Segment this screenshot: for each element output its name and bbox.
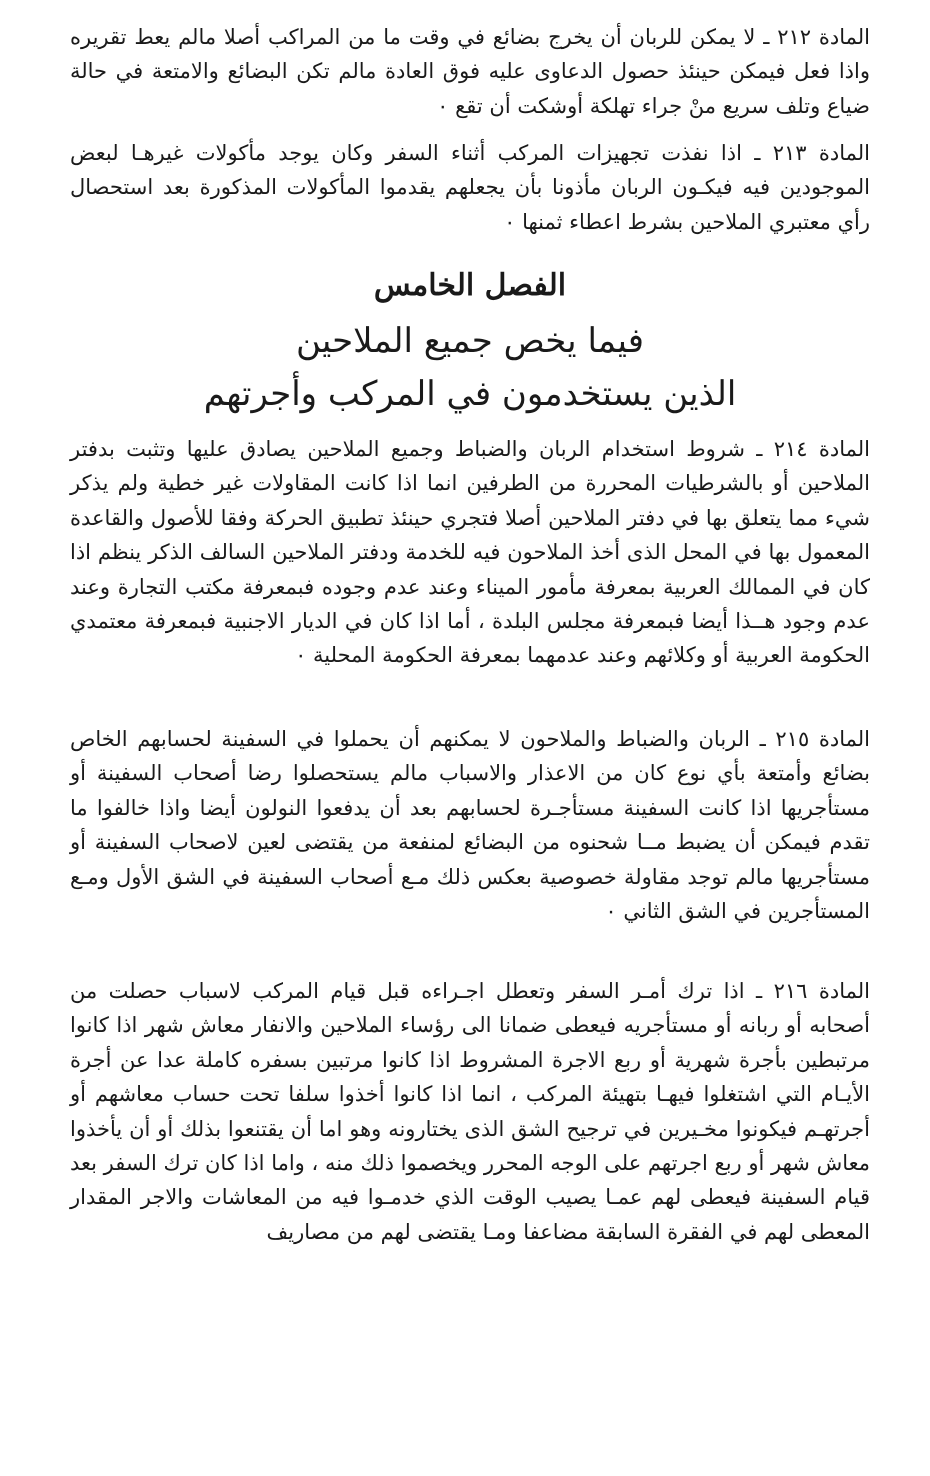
article-213-paragraph: المادة ٢١٣ ـ اذا نفذت تجهيزات المركب أثناء السفر وكان يوجد مأكولات غيرهـا لبعض الموجودين فيه فيكـون الربان مأذونا بأن يجعلهم يقدموا المأكولات المذكورة بعد استحصال رأي معتبري الملاحين بشرط اعطاء ثمنها ٠ [70, 141, 870, 234]
article-212-paragraph: المادة ٢١٢ ـ لا يمكن للربان أن يخرج بضائع في وقت ما من المراكب أصلا مالم يعط تقريره واذا فعل فيمكن حينئذ حصول الدعاوى عليه فوق العادة مالم تكن البضائع والامتعة في حالة ضياع وتلف سريع منْ جراء تهلكة أوشكت أن تقع ٠ [70, 25, 870, 118]
chapter-subtitle-line-1: فيما يخص جميع الملاحين [296, 321, 644, 361]
article-215-paragraph: المادة ٢١٥ ـ الربان والضباط والملاحون لا يمكنهم أن يحملوا في السفينة لحسابهم الخاص بضائع وأمتعة بأي نوع كان من الاعذار والاسباب مالم يستحصلوا رضا أصحاب السفينة أو مستأجريها اذا كانت السفينة مستأجـرة لحسابهم بعد أن يدفعوا النولون أيضا واذا خالفوا ما تقدم فيمكن أن يضبط مــا شحنوه من البضائع لمنفعة من يقتضى لعين لاصحاب السفينة أو مستأجريها مالم توجد مقاولة خصوصية بعكس ذلك مـع أصحاب السفينة في الشق الأول ومـع المستأجرين في الشق الثاني ٠ [70, 727, 870, 924]
article-216-paragraph: المادة ٢١٦ ـ اذا ترك أمـر السفر وتعطل اجـراءه قبل قيام المركب لاسباب حصلت من أصحابه أو ربانه أو مستأجريه فيعطى ضمانا الى رؤساء الملاحين والانفار معاش شهر اذا كانوا مرتبطين بأجرة شهرية أو ربع الاجرة المشروط اذا كانوا مرتبين بسفره كاملة عدا عن أجرة الأيـام التي اشتغلوا فيهـا بتهيئة المركب ، انما اذا كانوا أخذوا سلفا تحت حساب معاشهم أو أجرتهـم فيكونوا مخـيرين في ترجيح الشق الذى يختارونه وهو اما أن يقتنعوا بذلك أو أن يأخذوا معاش شهر أو ربع اجرتهم على الوجه المحرر ويخصموا ذلك منه ، واما اذا كان ترك السفر بعد قيام السفينة فيعطى لهم عمـا يصيب الوقت الذي خدمـوا فيه من المعاشات والاجر المقدار المعطى لهم في الفقرة السابقة مضاعفا ومـا يقتضى لهم من مصاريف [70, 979, 870, 1244]
article-214-paragraph: المادة ٢١٤ ـ شروط استخدام الربان والضباط وجميع الملاحين يصادق عليها وتثبت بدفتر الملاحين أو بالشرطيات المحررة من الطرفين انما اذا كانت المقاولات غير خطية ولم يذكر شيء مما يتعلق بها في دفتر الملاحين أصلا فتجري حينئذ تطبيق الحركة وفقا للأصول والقاعدة المعمول بها في المحل الذى أخذ الملاحون فيه للخدمة ودفتر الملاحين السالف الذكر ينظم اذا كان في الممالك العربية بمعرفة مأمور الميناء وعند عدم وجوده فبمعرفة مكتب التجارة وعند عدم وجود هــذا أيضا فبمعرفة مجلس البلدة ، أما اذا كان في الديار الاجنبية فبمعرفة معتمدي الحكومة العربية أو وكلائهم وعند عدمهما بمعرفة الحكومة المحلية ٠ [70, 437, 870, 668]
chapter-subtitle-line-2: الذين يستخدمون في المركب وأجرتهم [203, 374, 737, 414]
chapter-title: الفصل الخامس [373, 268, 567, 303]
